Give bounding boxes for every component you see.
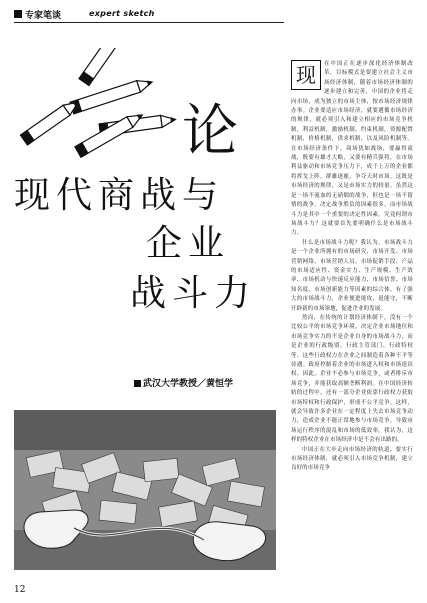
body-paragraph-1: 在中国正在逐步深化经济体制改革，目标模式是要建立社会主义市场经济体制，随着市场经济体制的逐步建立和完善，中国的企业将走向市场，成为独立的市场主体，按市场经济规律办事。企业要适应市场经济，就要遵循市场经济的规律，就必须引入和建立相应的市场竞争机制，利益机制，激励机制，约束机制，资源配置机制，价格机制，供求机制，以及风险机制等。在市场经济条件下，商场犹如战场，要赢得商战，既要有雄才大略，又要有精兵强将，在市场利益驱动和市场竞争压力下，成千上万的企业都将挥戈上阵，群雄逐鹿，争夺天时市场。这既是市场经济的规律，又是市场实力的较量。虽然这是一场不流血的无硝烟的战争，但也是一场不留情的战争。决定战争胜负的因素很多，而市场战斗力是其中一个重要的决定性因素。究竟何谓市场战斗力？这就要首先要明确什么是市场战斗力。 bbox=[291, 61, 413, 237]
title-area bbox=[14, 28, 282, 566]
pencils-illustration bbox=[14, 48, 184, 168]
body-paragraph-2: 什么是市场战斗力呢？我认为，市场战斗力是一个企业所拥有的市场研究、市场开发、市场营销网络、市场营销人员、市场促销手段、产品的市场适应性、资金实力、生产规模、生产效率、市场机动与快速反应能力、市场信誉、市场知名度、市场创新能力等因素的综合体。有了强大的市场战斗力，企业便进能攻，退能守，不断开辟新的市场领地，促进企业的发展。 bbox=[291, 239, 413, 312]
title-character-lun: 论 bbox=[182, 99, 238, 164]
column-name: 专家笔谈 bbox=[25, 11, 62, 21]
square-bullet-icon bbox=[134, 380, 141, 387]
telephones-money-photo bbox=[14, 410, 276, 570]
author-byline bbox=[134, 376, 233, 389]
article-body bbox=[291, 60, 413, 580]
author-name: 武汉大学教授／黄恒学 bbox=[143, 379, 234, 389]
column-header bbox=[14, 8, 284, 23]
page-number: 12 bbox=[14, 585, 26, 595]
body-paragraph-3: 然而，在传统的计划经济体制下，没有一个比较公平的市场竞争环境，决定企业市场地位和市场竞争实力的不是企业自身的市场战斗力，而是企业的行政级别、行政主管部门、行政特权等。这些行政权力在企业之间制造着各种不平等待遇。政府控制着企业的市场进入权和市场退出权。因此，企业不必参与市场竞争，或者排斥市场竞争，并能获取高额垄断利润。在中国经济转轨的过程中，还有一部分企业依靠行政权力获取市场特权和行政保护，形成不公平竞争。这样，就会导致许多企业在一定程度上失去市场竞争动力，造成企业不能正常地参与市场竞争，导致市场运行秩序的混乱和市场的低效率。我认为，这样的特权企业在市场经济中是不会有出路的。 bbox=[291, 314, 413, 444]
square-bullet-icon bbox=[14, 10, 22, 18]
body-paragraph-4: 中国正在大步走向市场经济的轨道，要实行市场经济体制，就必须引入市场竞争机制，建立良好的市场竞争 bbox=[291, 446, 413, 472]
column-name-english: expert sketch bbox=[89, 9, 155, 18]
title-line-3: 战斗力 bbox=[130, 273, 257, 314]
title-line-2: 企业 bbox=[146, 223, 231, 264]
title-line-1: 现代商战与 bbox=[14, 175, 225, 216]
drop-cap: 现 bbox=[291, 60, 321, 90]
